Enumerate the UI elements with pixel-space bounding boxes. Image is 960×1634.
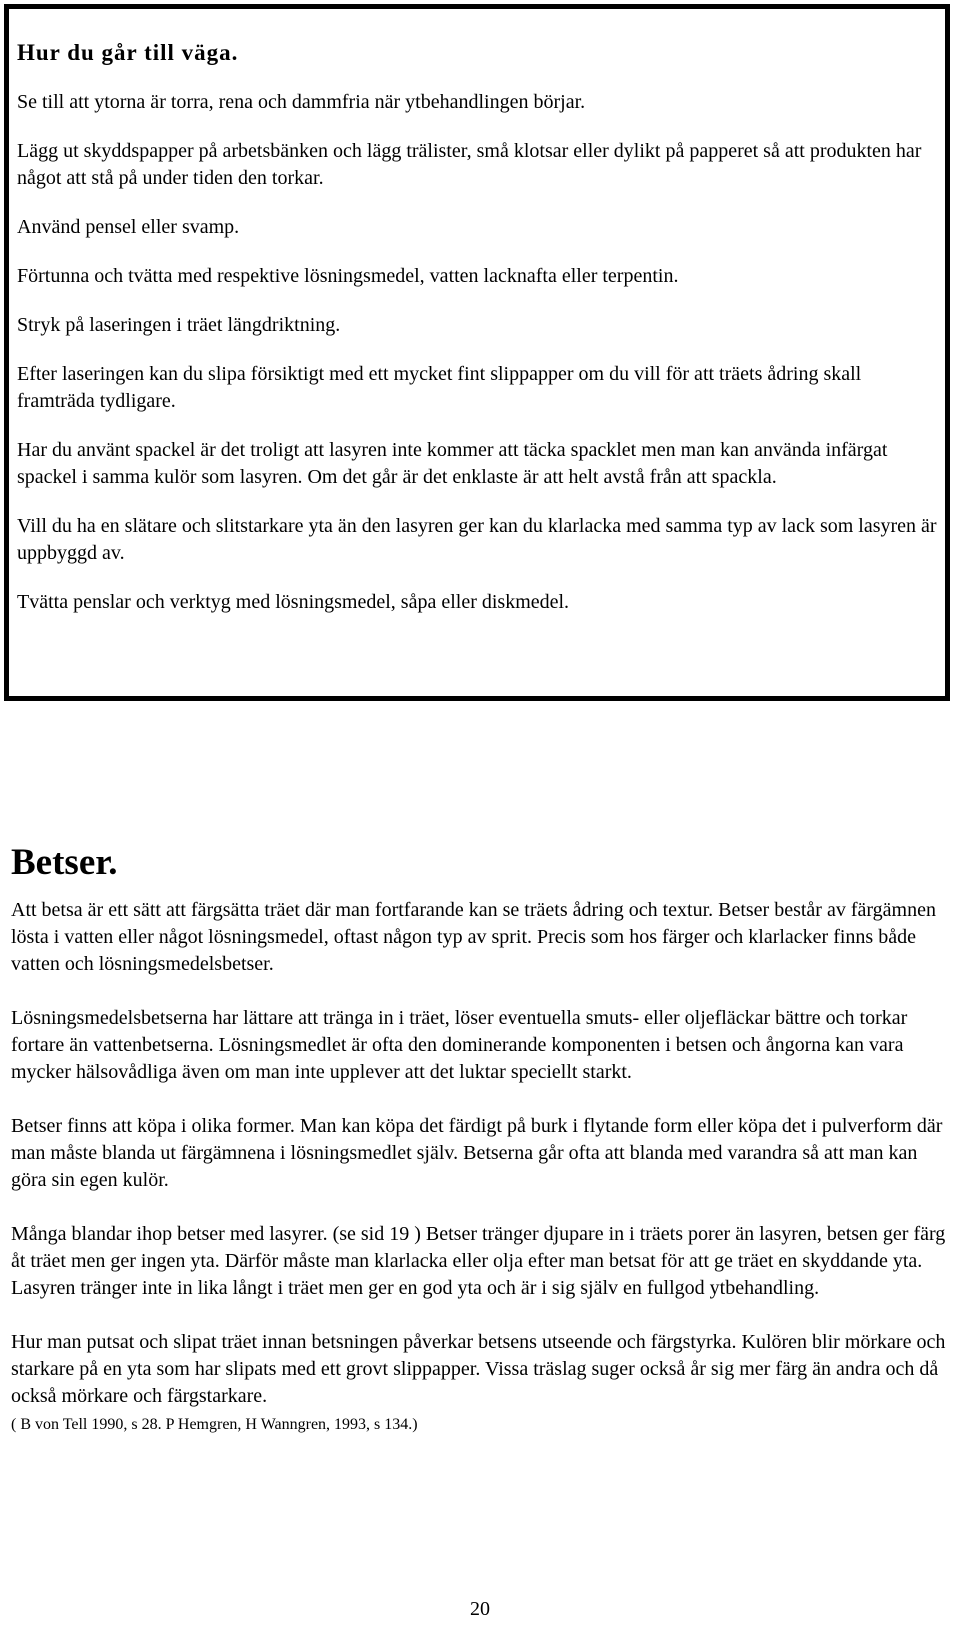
box-paragraph-1: Se till att ytorna är torra, rena och dammfria när ytbehandlingen börjar. bbox=[17, 91, 586, 113]
box-paragraph-9: Tvätta penslar och verktyg med lösningsmedel, såpa eller diskmedel. bbox=[17, 591, 570, 613]
section-paragraph-3: Betser finns att köpa i olika former. Man kan köpa det färdigt på burk i flytande form eller köpa det i pulverform där man måste blanda ut färgämnena i lösningsmedlet själv. Betserna går ofta att blanda med varandra så att man kan göra sin egen kulör. bbox=[11, 1115, 943, 1191]
section-title: Betser. bbox=[11, 842, 118, 883]
box-paragraph-7: Har du använt spackel är det troligt att lasyren inte kommer att täcka spacklet men man kan använda infärgat spackel i samma kulör som lasyren. Om det går är det enklaste är att helt avstå från att spackla. bbox=[17, 439, 888, 488]
box-paragraph-8: Vill du ha en slätare och slitstarkare yta än den lasyren ger kan du klarlacka med samma typ av lack som lasyren är uppbyggd av. bbox=[17, 515, 937, 564]
box-paragraph-2: Lägg ut skyddspapper på arbetsbänken och lägg trälister, små klotsar eller dylikt på papperet så att produkten har något att stå på under tiden den torkar. bbox=[17, 140, 922, 189]
section-paragraph-2: Lösningsmedelsbetserna har lättare att tränga in i träet, löser eventuella smuts- eller oljefläckar bättre och torkar fortare än vattenbetserna. Lösningsmedlet är ofta den dominerande komponenten i betsen och ångorna kan vara mycker hälsovådliga även om man inte upplever att det luktar speciellt starkt. bbox=[11, 1007, 908, 1083]
betser-section bbox=[11, 843, 946, 1436]
box-paragraph-4: Förtunna och tvätta med respektive lösningsmedel, vatten lacknafta eller terpentin. bbox=[17, 265, 679, 287]
instructions-box bbox=[4, 4, 950, 701]
section-paragraph-4: Många blandar ihop betser med lasyrer. (se sid 19 ) Betser tränger djupare in i träets porer än lasyren, betsen ger färg åt träet men ger ingen yta. Därför måste man klarlacka eller olja efter man betsat för att ge träet en skyddande yta. Lasyren tränger inte in lika långt i träet men ger en god yta och är i sig själv en fullgod ytbehandling. bbox=[11, 1223, 946, 1299]
box-paragraph-5: Stryk på laseringen i träet längdriktning. bbox=[17, 314, 341, 336]
box-heading: Hur du går till väga. bbox=[17, 40, 239, 65]
page-number: 20 bbox=[470, 1598, 490, 1620]
box-paragraph-6: Efter laseringen kan du slipa försiktigt med ett mycket fint slippapper om du vill för att träets ådring skall framträda tydligare. bbox=[17, 363, 862, 412]
citation: ( B von Tell 1990, s 28. P Hemgren, H Wanngren, 1993, s 134.) bbox=[11, 1416, 418, 1433]
box-paragraph-3: Använd pensel eller svamp. bbox=[17, 216, 240, 238]
section-paragraph-5: Hur man putsat och slipat träet innan betsningen påverkar betsens utseende och färgstyrka. Kulören blir mörkare och starkare på en yta som har slipats med ett grovt slippapper. Vissa träslag suger också år sig mer färg än andra och då också mörkare och färgstarkare. bbox=[11, 1331, 946, 1407]
section-paragraph-1: Att betsa är ett sätt att färgsätta träet där man fortfarande kan se träets ådring och textur. Betser består av färgämnen lösta i vatten eller något lösningsmedel, oftast någon typ av sprit. Precis som hos färger och klarlacker finns både vatten och lösningsmedelsbetser. bbox=[11, 899, 936, 975]
